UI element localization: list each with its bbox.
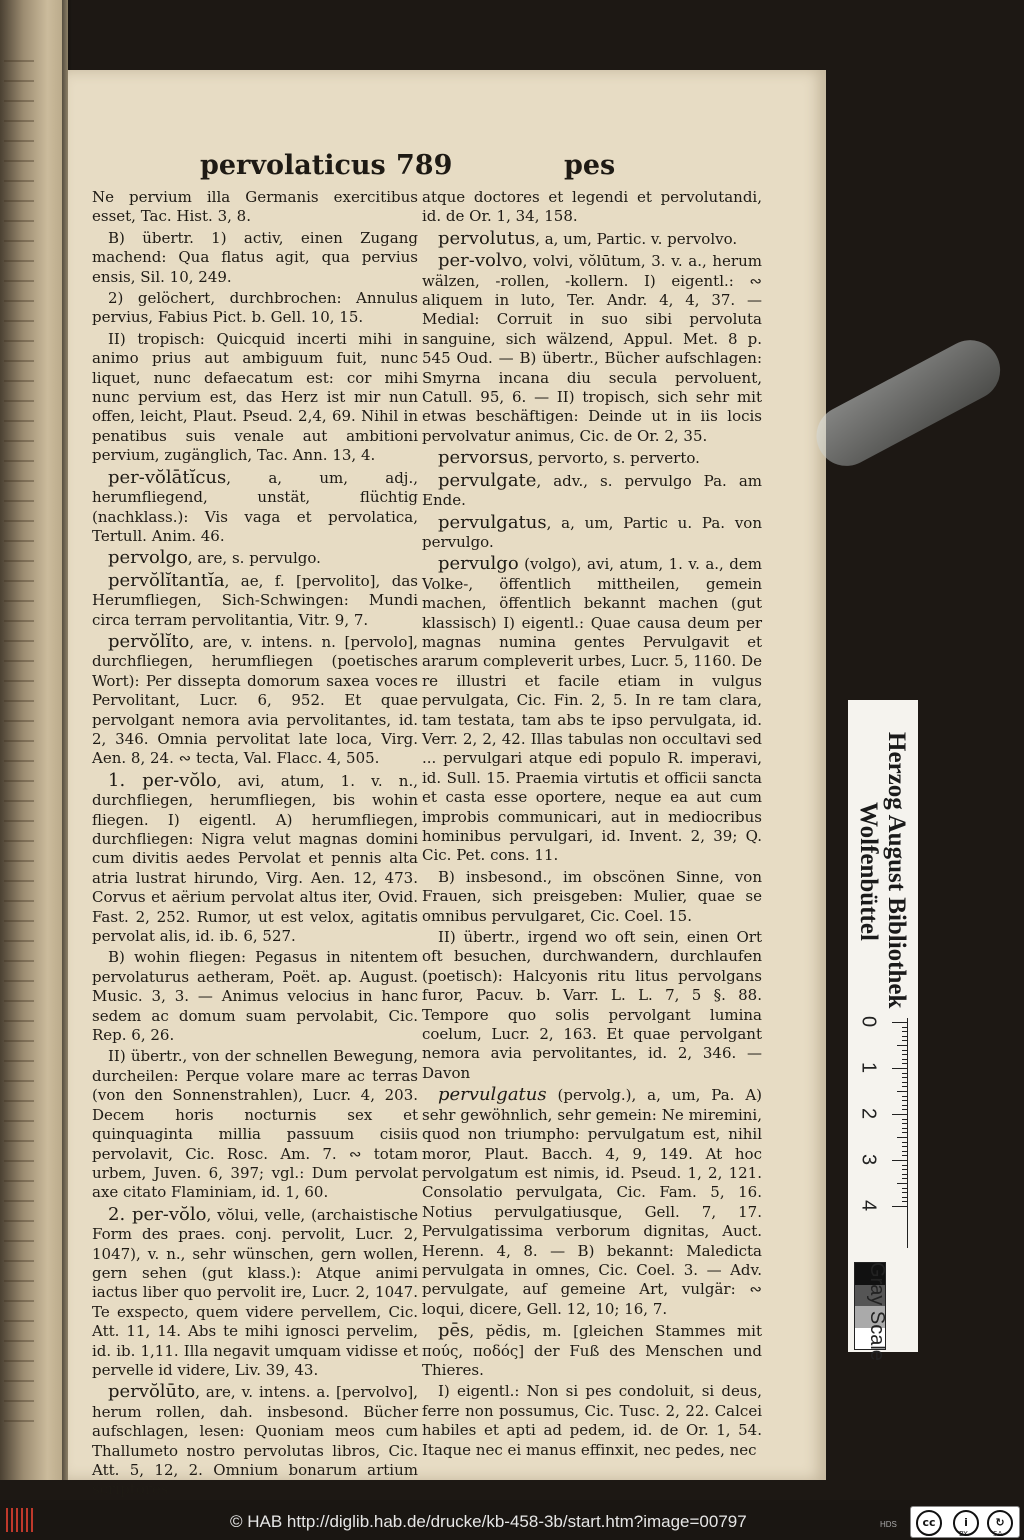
- previous-page-text-line: [4, 580, 34, 582]
- dictionary-entry: [92, 548, 418, 568]
- ruler-tick: [902, 1050, 908, 1051]
- hab-logo: [6, 1508, 36, 1532]
- entry-text: , pervorto, s. perverto.: [528, 449, 700, 468]
- previous-page-text-line: [4, 720, 34, 722]
- ruler-tick: [892, 1160, 908, 1161]
- previous-page-text-line: [4, 380, 34, 382]
- ruler-number: 0: [857, 1015, 880, 1028]
- ruler-tick: [902, 1063, 908, 1064]
- entry-headword: pervulgo: [438, 553, 519, 575]
- page-number: 789: [396, 150, 453, 181]
- previous-page-edge: [0, 0, 68, 1480]
- entry-text: , a, um, adj., herumfliegend, unstät, flüchtig (nachklass.): Vis vaga et pervolatica, Tertull. Anim. 46.: [92, 468, 418, 545]
- ruler-tick: [902, 1077, 908, 1078]
- ruler-number: 3: [857, 1153, 880, 1166]
- previous-page-text-line: [4, 800, 34, 802]
- ruler-tick: [892, 1206, 908, 1207]
- previous-page-text-line: [4, 600, 34, 602]
- ruler-tick: [897, 1091, 908, 1092]
- previous-page-text-line: [4, 680, 34, 682]
- gray-scale-label: Gray Scale: [866, 1262, 888, 1361]
- ruler-tick: [892, 1068, 908, 1069]
- license-by-label: BY: [959, 1530, 968, 1538]
- previous-page-text-line: [4, 1240, 34, 1242]
- header-left-catchword: pervolaticus: [200, 150, 386, 181]
- previous-page-text-line: [4, 1080, 34, 1082]
- previous-page-text-line: [4, 640, 34, 642]
- footer-url[interactable]: © HAB http://diglib.hab.de/drucke/kb-458-3b/start.htm?image=00797: [230, 1512, 747, 1531]
- entry-text: 2) gelöchert, durchbrochen: Annulus pervius, Fabius Pict. b. Gell. 10, 15.: [92, 289, 418, 327]
- previous-page-text-line: [4, 1100, 34, 1102]
- book-page: [68, 70, 826, 1499]
- cc-license-badge[interactable]: [910, 1506, 1020, 1538]
- entry-text: , volvi, vŏlūtum, 3. v. a., herum wälzen, -rollen, -kollern. I) eigentl.: ∾ aliquem in luto, Ter. Andr. 4, 4, 37. — Medial: Corruit in suo sibi pervoluta sanguine, sich wälzend, Appul. Met. 8 p. 545 Oud. — B) übertr., Bücher aufschlagen: Smyrna incana diu secula pervoluent, Catull. 95, 6. — II) tropisch, sich sehr mit etwas beschäftigen: Deinde ut in iis locis pervolvatur animus, Cic. de Or. 2, 35.: [422, 252, 762, 445]
- dictionary-entry: [92, 330, 418, 466]
- dictionary-entry: [422, 229, 762, 249]
- library-name: Herzog August Bibliothek: [883, 732, 910, 1009]
- entry-text: II) übertr., von der schnellen Bewegung, durcheilen: Perque volare mare ac terras (von den Sonnenstrahlen), Lucr. 4, 203. Decem horis nocturnis sex et quinquaginta millia passuum cisiis pervolavit, Cic. Rosc. Am. 7. ∾ totam urbem, Juven. 6, 397; vgl.: Dum pervolat axe citato Flaminiam, id. 1, 60.: [92, 1047, 418, 1202]
- ruler-tick: [902, 1073, 908, 1074]
- ruler-tick: [902, 1132, 908, 1133]
- previous-page-text-line: [4, 340, 34, 342]
- previous-page-text-line: [4, 1120, 34, 1122]
- dictionary-entry: [92, 229, 418, 287]
- dictionary-entry: [92, 571, 418, 630]
- dictionary-entry: [422, 1321, 762, 1380]
- previous-page-text-line: [4, 220, 34, 222]
- entry-text: , are, v. intens. n. [pervolo], durchfliegen, herumfliegen (poetisches Wort): Per dissepta domorum saxea voces Pervolitant, Lucr. 6, 952. Et quae pervolgant nemora avia pervolitantes, id. 2, 346. Omnia pervolitat late loca, Virg. Aen. 8, 24. ∾ tecta, Val. Flacc. 4, 505.: [92, 632, 418, 768]
- previous-page-text-line: [4, 700, 34, 702]
- previous-page-text-line: [4, 940, 34, 942]
- ruler-number: 2: [857, 1107, 880, 1120]
- dictionary-entry: [92, 468, 418, 547]
- entry-headword: per-volvo: [438, 250, 523, 272]
- ruler-tick: [902, 1059, 908, 1060]
- entry-text: B) insbesond., im obscönen Sinne, von Frauen, sich preisgeben: Mulier, quae se omnibus pervulgaret, Cic. Coel. 15.: [422, 867, 762, 925]
- previous-page-text-line: [4, 420, 34, 422]
- entry-text: , are, s. pervulgo.: [187, 549, 321, 568]
- ruler-tick: [902, 1151, 908, 1152]
- entry-text: II) tropisch: Quicquid incerti mihi in animo prius aut ambiguum fuit, nunc liquet, nunc defaecatum est: cor mihi nunc pervium est, das Herz ist mir nun offen, leicht, Plaut. Pseud. 2,4, 69. Nihil in penatibus suis venale aut ambitioni pervium, zugänglich, Tac. Ann. 13, 4.: [92, 329, 418, 465]
- previous-page-text-line: [4, 120, 34, 122]
- previous-page-text-line: [4, 440, 34, 442]
- previous-page-text-line: [4, 960, 34, 962]
- previous-page-text-line: [4, 1400, 34, 1402]
- previous-page-text-line: [4, 1220, 34, 1222]
- scale-card-title: [852, 732, 916, 1012]
- entry-text: , adv., s. pervulgo Pa. am Ende.: [422, 471, 762, 510]
- left-column: [92, 188, 418, 1502]
- entry-text: B) wohin fliegen: Pegasus in nitentem pervolaturus aetheram, Poët. ap. August. Music. 3, 3. — Animus velocius in hanc sedem ac domum suam pervolabit, Cic. Rep. 6, 26.: [92, 948, 418, 1045]
- previous-page-text-line: [4, 200, 34, 202]
- dictionary-entry: [92, 289, 418, 328]
- ruler-tick: [902, 1036, 908, 1037]
- ruler-tick: [902, 1192, 908, 1193]
- previous-page-text-line: [4, 820, 34, 822]
- previous-page-text-line: [4, 1420, 34, 1422]
- entry-text: II) übertr., irgend wo oft sein, einen Ort oft besuchen, durchwandern, durchlaufen (poetisch): Halcyonis ritu litus pervolgans furor, Pacuv. b. Varr. L. L. 7, 5 §. 88. Tempore quo solis pervolgant lumina coelum, Lucr. 2, 163. Et quae pervolgant nemora avia pervolitantes, id. 2, 346. — Davon: [422, 928, 762, 1082]
- previous-page-text-line: [4, 660, 34, 662]
- entry-headword: pervorsus: [438, 447, 529, 469]
- entry-headword: pervŏlĭtantĭa: [108, 569, 225, 591]
- dictionary-entry: [92, 632, 418, 769]
- ruler-tick: [892, 1022, 908, 1023]
- dictionary-entry: [92, 188, 418, 227]
- by-icon: i: [953, 1510, 979, 1536]
- previous-page-text-line: [4, 1320, 34, 1322]
- previous-page-text-line: [4, 460, 34, 462]
- entry-headword: pervŏlūto: [108, 1381, 196, 1403]
- dictionary-entry: [422, 513, 762, 553]
- footer-small-tag: HDS: [880, 1520, 897, 1529]
- previous-page-text-line: [4, 1340, 34, 1342]
- sa-icon: ↻: [987, 1510, 1013, 1536]
- dictionary-entry: [422, 188, 762, 227]
- dictionary-entry: [422, 554, 762, 866]
- previous-page-text-line: [4, 520, 34, 522]
- previous-page-text-line: [4, 1360, 34, 1362]
- previous-page-text-line: [4, 880, 34, 882]
- ruler-tick: [902, 1201, 908, 1202]
- previous-page-text-line: [4, 180, 34, 182]
- dictionary-entry: [422, 448, 762, 468]
- entry-text: , pĕdis, m. [gleichen Stammes mit πούς, ποδός] der Fuß des Menschen und Thieres.: [422, 1322, 762, 1379]
- previous-page-text-line: [4, 480, 34, 482]
- previous-page-text-line: [4, 80, 34, 82]
- entry-text: (volgo), avi, atum, 1. v. a., dem Volke-, öffentlich mittheilen, gemein machen, öffentlich bekannt machen (gut klassisch) I) eigentl.: Quae causa deum per magnas numina gentes Pervulgavit et ararum compleverit urbes, Lucr. 5, 1160. De re illustri et facile etiam in vulgus pervulgata, Cic. Fin. 2, 5. In re tam clara, tam testata, tam abs te ipso pervulgata, id. Verr. 2, 2, 42. Illas tabulas non occultavi sed ... pervulgari atque edi populo R. imperavi, id. Sull. 15. Praemia virtutis et officii sancta et casta esse oportere, neque ea aut cum improbis communicari, aut in mediocribus hominibus pervulgari, id. Invent. 2, 39; Q. Cic. Pet. cons. 11.: [422, 555, 762, 865]
- dictionary-entry: [422, 1085, 762, 1319]
- previous-page-text-line: [4, 320, 34, 322]
- entry-headword: pervulgate: [438, 469, 537, 491]
- ruler-tick: [902, 1082, 908, 1083]
- ruler-tick: [902, 1174, 908, 1175]
- previous-page-text-line: [4, 920, 34, 922]
- ruler: [857, 1015, 916, 1248]
- previous-page-text-line: [4, 140, 34, 142]
- previous-page-text-line: [4, 1280, 34, 1282]
- ruler-tick: [902, 1123, 908, 1124]
- previous-page-text-line: [4, 500, 34, 502]
- previous-page-text-line: [4, 60, 34, 62]
- previous-page-text-line: [4, 980, 34, 982]
- right-column: [422, 188, 762, 1462]
- ruler-tick: [892, 1114, 908, 1115]
- ruler-tick: [902, 1086, 908, 1087]
- entry-headword: pervolgo: [108, 547, 188, 569]
- ruler-tick: [902, 1100, 908, 1101]
- entry-text: , ae, f. [pervolito], das Herumfliegen, Sich-Schwingen: Mundi circa terram pervolitantia, Vitr. 9, 7.: [92, 571, 418, 629]
- ruler-tick: [902, 1031, 908, 1032]
- ruler-tick: [902, 1096, 908, 1097]
- previous-page-text-line: [4, 560, 34, 562]
- previous-page-text-line: [4, 1020, 34, 1022]
- entry-text: , vŏlui, velle, (archaistische Form des praes. conj. pervolit, Lucr. 2, 1047), v. n., sehr wünschen, gern wollen, gern sehen (gut klass.): Atque animi iactus liber quo pervolit ire, Lucr. 2, 1047. Te exspecto, quem videre pervellem, Cic. Att. 11, 14. Abs te mihi ignosci pervelim, id. ib. 1,11. Illa negavit umquam vidisse et pervelle id videre, Liv. 39, 43.: [92, 1205, 419, 1379]
- previous-page-text-line: [4, 400, 34, 402]
- header-right-catchword: pes: [564, 150, 616, 181]
- dictionary-entry: [92, 1047, 418, 1202]
- previous-page-text-line: [4, 860, 34, 862]
- previous-page-text-line: [4, 160, 34, 162]
- previous-page-text-line: [4, 1140, 34, 1142]
- entry-text: I) eigentl.: Non si pes condoluit, si deus, ferre non possumus, Cic. Tusc. 2, 22. Calcei habiles et apti ad pedem, id. de Or. 1, 54. Itaque nec ei manus effinxit, nec pedes, nec: [422, 1382, 762, 1459]
- ruler-tick: [902, 1027, 908, 1028]
- entry-text: , are, v. intens. a. [pervolvo], herum rollen, dah. insbesond. Bücher aufschlagen, lesen: Quoniam meos cum Thallumeto nostro pervolutas libros, Cic. Att. 5, 12, 2. Omnium bonarum artium scriptores: [92, 1383, 418, 1499]
- previous-page-text-line: [4, 1260, 34, 1262]
- entry-headword: pervulgatus: [438, 511, 547, 533]
- entry-headword: per-vŏlātĭcus: [108, 466, 227, 488]
- previous-page-text-line: [4, 260, 34, 262]
- previous-page-text-line: [4, 1380, 34, 1382]
- entry-text: atque doctores et legendi et pervolutandi, id. de Or. 1, 34, 158.: [422, 188, 762, 226]
- previous-page-text-line: [4, 540, 34, 542]
- entry-text: , a, um, Partic u. Pa. von pervulgo.: [422, 513, 762, 551]
- ruler-tick: [902, 1109, 908, 1110]
- entry-text: , avi, atum, 1. v. n., durchfliegen, herumfliegen, bis wohin fliegen. I) eigentl. A) herumfliegen, durchfliegen: Nigra velut magnas domini cum divitis aedes Pervolat et pennis alta atria lustrat hirundo, Virg. Aen. 12, 473. Corvus et aërium pervolat altus iter, Ovid. Fast. 2, 252. Rumor, ut est velox, agitatis pervolat alis, id. ib. 6, 527.: [92, 771, 418, 946]
- previous-page-text-line: [4, 1160, 34, 1162]
- entry-headword: pervulgatus: [438, 1084, 547, 1106]
- dictionary-entry: [422, 471, 762, 511]
- ruler-tick: [902, 1142, 908, 1143]
- ruler-tick: [902, 1155, 908, 1156]
- ruler-tick: [902, 1165, 908, 1166]
- entry-headword: 1. per-vŏlo: [108, 769, 217, 791]
- dictionary-entry: [92, 1382, 418, 1499]
- entry-text: , a, um, Partic. v. pervolvo.: [535, 229, 738, 248]
- ruler-tick: [902, 1105, 908, 1106]
- ruler-tick: [897, 1045, 908, 1046]
- previous-page-text-line: [4, 280, 34, 282]
- entry-text: B) übertr. 1) activ, einen Zugang machend: Qua flatus agit, qua pervius ensis, Sil. 10, 249.: [92, 228, 418, 286]
- ruler-tick: [897, 1183, 908, 1184]
- ruler-number: 4: [857, 1199, 880, 1212]
- ruler-tick: [902, 1128, 908, 1129]
- dictionary-entry: [422, 251, 762, 446]
- license-sa-label: SA: [993, 1530, 1003, 1538]
- entry-headword: pervolutus: [438, 227, 536, 249]
- entry-text: Ne pervium illa Germanis exercitibus esset, Tac. Hist. 3, 8.: [92, 188, 418, 226]
- library-city: Wolfenbüttel: [855, 802, 882, 941]
- dictionary-entry: [92, 948, 418, 1045]
- dictionary-entry: [422, 868, 762, 926]
- ruler-tick: [902, 1119, 908, 1120]
- previous-page-text-line: [4, 1300, 34, 1302]
- ruler-number: 1: [857, 1061, 880, 1074]
- dictionary-entry: [422, 1382, 762, 1460]
- previous-page-text-line: [4, 100, 34, 102]
- ruler-tick: [902, 1146, 908, 1147]
- entry-text: (pervolg.), a, um, Pa. A) sehr gewöhnlich, sehr gemein: Ne miremini, quod non triumpho: pervulgatum est, nihil moror, Plaut. Bacch. 4, 9, 149. At hoc pervolgatum est nimis, id. Pseud. 1, 2, 121. Consolatio pervulgata, Cic. Fam. 5, 16. Notius pervulgatiusque, Gell. 7, 17. Pervulgatissima verborum dignitas, Auct. Herenn. 4, 8. — B) bekannt: Maledicta pervulgata in omnes, Cic. Coel. 3. — Adv. pervulgate, auf gemeine Art, vulgär: ∾ loqui, dicere, Gell. 12, 10; 16, 7.: [422, 1086, 762, 1318]
- ruler-tick: [902, 1054, 908, 1055]
- previous-page-text-line: [4, 740, 34, 742]
- previous-page-text-line: [4, 300, 34, 302]
- previous-page-text-line: [4, 1060, 34, 1062]
- previous-page-text-line: [4, 760, 34, 762]
- dictionary-entry: [92, 771, 418, 947]
- cc-icon: cc: [916, 1510, 942, 1536]
- previous-page-text-line: [4, 1040, 34, 1042]
- previous-page-text-line: [4, 240, 34, 242]
- ruler-tick: [902, 1188, 908, 1189]
- ruler-tick: [902, 1197, 908, 1198]
- previous-page-text-line: [4, 900, 34, 902]
- previous-page-text-line: [4, 1000, 34, 1002]
- dictionary-entry: [422, 928, 762, 1083]
- previous-page-text-line: [4, 840, 34, 842]
- ruler-tick: [897, 1137, 908, 1138]
- previous-page-text-line: [4, 1180, 34, 1182]
- previous-page-text-line: [4, 620, 34, 622]
- entry-headword: pēs: [438, 1320, 470, 1342]
- page-clip: [806, 330, 1011, 477]
- entry-headword: pervŏlĭto: [108, 630, 190, 652]
- ruler-tick: [902, 1169, 908, 1170]
- previous-page-text-line: [4, 780, 34, 782]
- previous-page-text-line: [4, 360, 34, 362]
- dictionary-entry: [92, 1205, 418, 1381]
- previous-page-text-line: [4, 1200, 34, 1202]
- ruler-tick: [902, 1178, 908, 1179]
- entry-headword: 2. per-vŏlo: [108, 1203, 207, 1225]
- ruler-tick: [902, 1040, 908, 1041]
